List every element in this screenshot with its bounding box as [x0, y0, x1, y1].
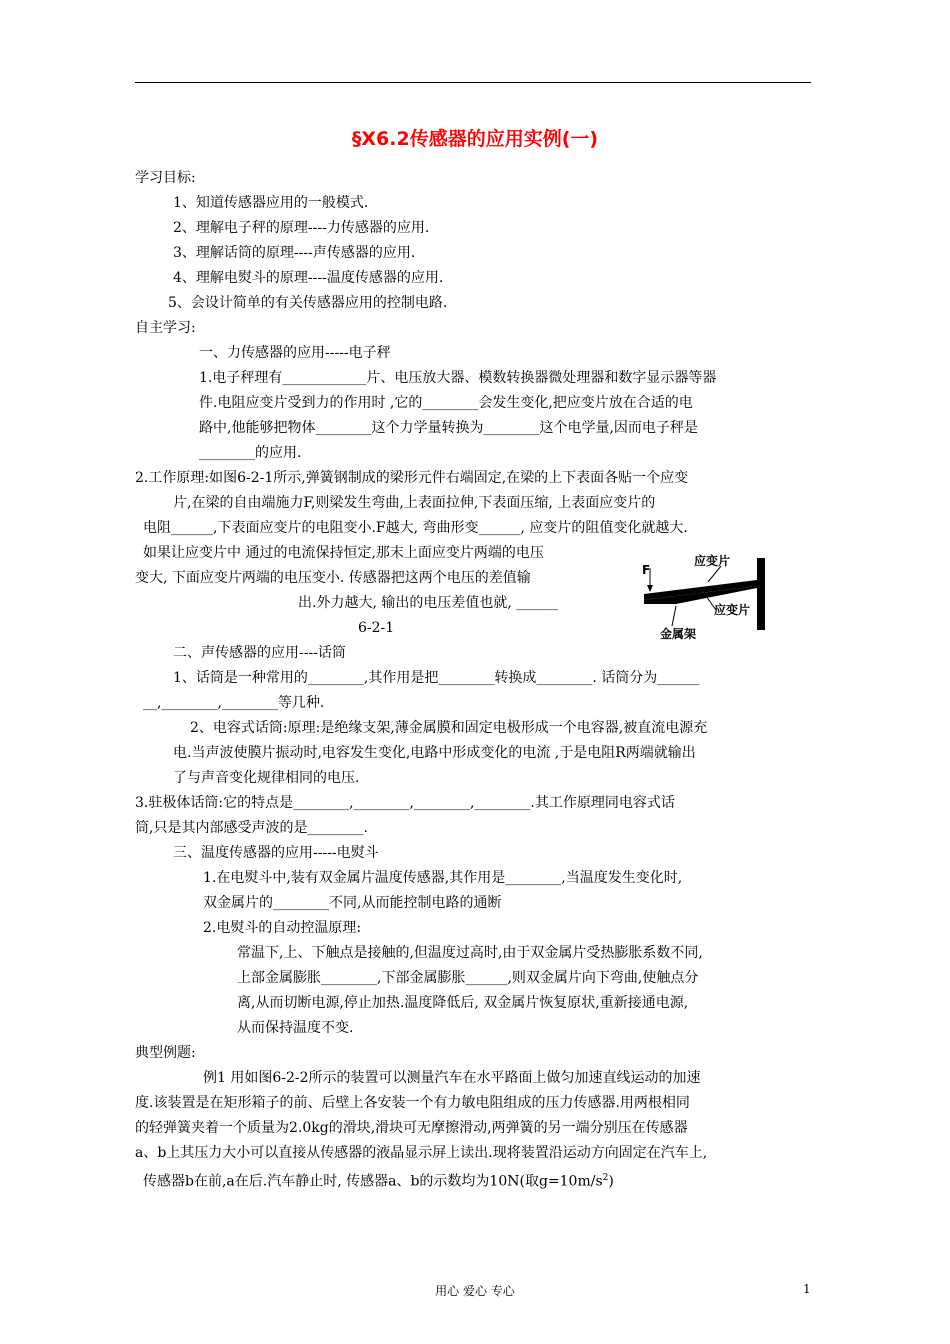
text-line: 2.电熨斗的自动控温原理:: [203, 920, 362, 936]
text-line: 2、理解电子秤的原理----力传感器的应用.: [173, 220, 430, 236]
text-line: 度.该装置是在矩形箱子的前、后壁上各安装一个有力敏电阻组成的压力传感器.用两根相同: [135, 1095, 690, 1111]
page-title: §X6.2传感器的应用实例(一): [351, 128, 599, 150]
text-line: 三、温度传感器的应用-----电熨斗: [173, 845, 379, 861]
text-line: 5、会设计简单的有关传感器应用的控制电路.: [168, 295, 448, 311]
text-line: 件.电阻应变片受到力的作用时 ,它的________会发生变化,把应变片放在合适的电: [199, 395, 693, 411]
text-line: 自主学习:: [135, 320, 196, 336]
text-line: 1、话筒是一种常用的________,其作用是把________转换成________. 话筒分为______: [173, 670, 700, 686]
text-line: 离,从而切断电源,停止加热.温度降低后, 双金属片恢复原状,重新接通电源,: [237, 995, 689, 1011]
top-gauge-label: 应变片: [694, 554, 731, 568]
text-line: 从而保持温度不变.: [237, 1020, 354, 1036]
text-line: 3.驻极体话筒:它的特点是________,________,________,________.其工作原理同电容式话: [135, 795, 675, 811]
text-line: 电阻______,下表面应变片的电阻变小.F越大, 弯曲形变______, 应变片的阻值变化就越大.: [143, 520, 688, 536]
text-line: __,________,________等几种.: [143, 695, 325, 711]
text-line: 传感器b在前,a在后.汽车静止时, 传感器a、b的示数均为10N(取$g=10m/s^2$): [143, 1173, 614, 1190]
text-line: 例1 用如图6-2-2所示的装置可以测量汽车在水平路面上做匀加速直线运动的加速: [203, 1070, 701, 1086]
text-line: 二、声传感器的应用----话筒: [173, 645, 346, 661]
text-line: 2、电容式话筒:原理:是绝缘支架,薄金属膜和固定电极形成一个电容器,被直流电源充: [190, 720, 708, 736]
text-line: 1.在电熨斗中,装有双金属片温度传感器,其作用是________,当温度发生变化时,: [203, 870, 683, 886]
text-line: ________的应用.: [199, 445, 302, 461]
text-line: 4、理解电熨斗的原理----温度传感器的应用.: [173, 270, 444, 286]
text-line: 常温下,上、下触点是接触的,但温度过高时,由于双金属片受热膨胀系数不同,: [237, 945, 703, 961]
text-line: 电.当声波使膜片振动时,电容发生变化,电路中形成变化的电流 ,于是电阻R两端就输出: [173, 745, 696, 761]
text-line: 典型例题:: [135, 1045, 196, 1061]
text-line: 上部金属膨胀________,下部金属膨胀______,则双金属片向下弯曲,使触点分: [237, 970, 699, 986]
header-rule: [135, 82, 811, 83]
text-line: 变大, 下面应变片两端的电压变小. 传感器把这两个电压的差值输: [135, 570, 531, 586]
text-line: 路中,他能够把物体________这个力学量转换为________这个电学量,因而电子秤是: [199, 420, 698, 436]
top-gauge-pointer: [708, 566, 721, 582]
frame-pointer: [672, 606, 676, 626]
text-line: 出.外力越大, 输出的电压差值也就, ______: [298, 595, 559, 611]
text-line: 了与声音变化规律相同的电压.: [173, 770, 360, 786]
text-line: 1、知道传感器应用的一般模式.: [173, 195, 369, 211]
figure-6-2-1: [636, 552, 772, 642]
text-line: 片,在梁的自由端施力F,则梁发生弯曲,上表面拉伸,下表面压缩, 上表面应变片的: [173, 495, 656, 511]
text-line: 6-2-1: [358, 620, 395, 636]
bottom-gauge-label: 应变片: [714, 603, 751, 617]
text-line: 一、力传感器的应用-----电子秤: [199, 345, 391, 361]
text-line: 2.工作原理:如图6-2-1所示,弹簧钢制成的梁形元件右端固定,在梁的上下表面各贴一个应变: [135, 470, 689, 486]
page-footer: 用心 爱心 专心: [435, 1284, 515, 1298]
frame-label: 金属架: [660, 627, 697, 641]
force-arrowhead: [647, 585, 653, 592]
text-line: a、b上其压力大小可以直接从传感器的液晶显示屏上读出.现将装置沿运动方向固定在汽车上,: [135, 1145, 708, 1161]
page-number: 1: [803, 1282, 811, 1296]
text-line: 1.电子秤理有____________片、电压放大器、模数转换器微处理器和数字显示器等器: [199, 370, 717, 386]
text-line: 双金属片的________不同,从而能控制电路的通断: [203, 895, 502, 911]
text-line: 筒,只是其内部感受声波的是________.: [135, 820, 368, 836]
force-label: F: [642, 563, 651, 577]
text-line: 如果让应变片中 通过的电流保持恒定,那末上面应变片两端的电压: [143, 545, 544, 561]
text-line: 3、理解话筒的原理----声传感器的应用.: [173, 245, 416, 261]
fixed-wall: [757, 558, 765, 630]
text-line: 学习目标:: [135, 170, 196, 186]
text-line: 的轻弹簧夹着一个质量为2.0kg的滑块,滑块可无摩擦滑动,两弹簧的另一端分别压在传感器: [135, 1120, 688, 1136]
